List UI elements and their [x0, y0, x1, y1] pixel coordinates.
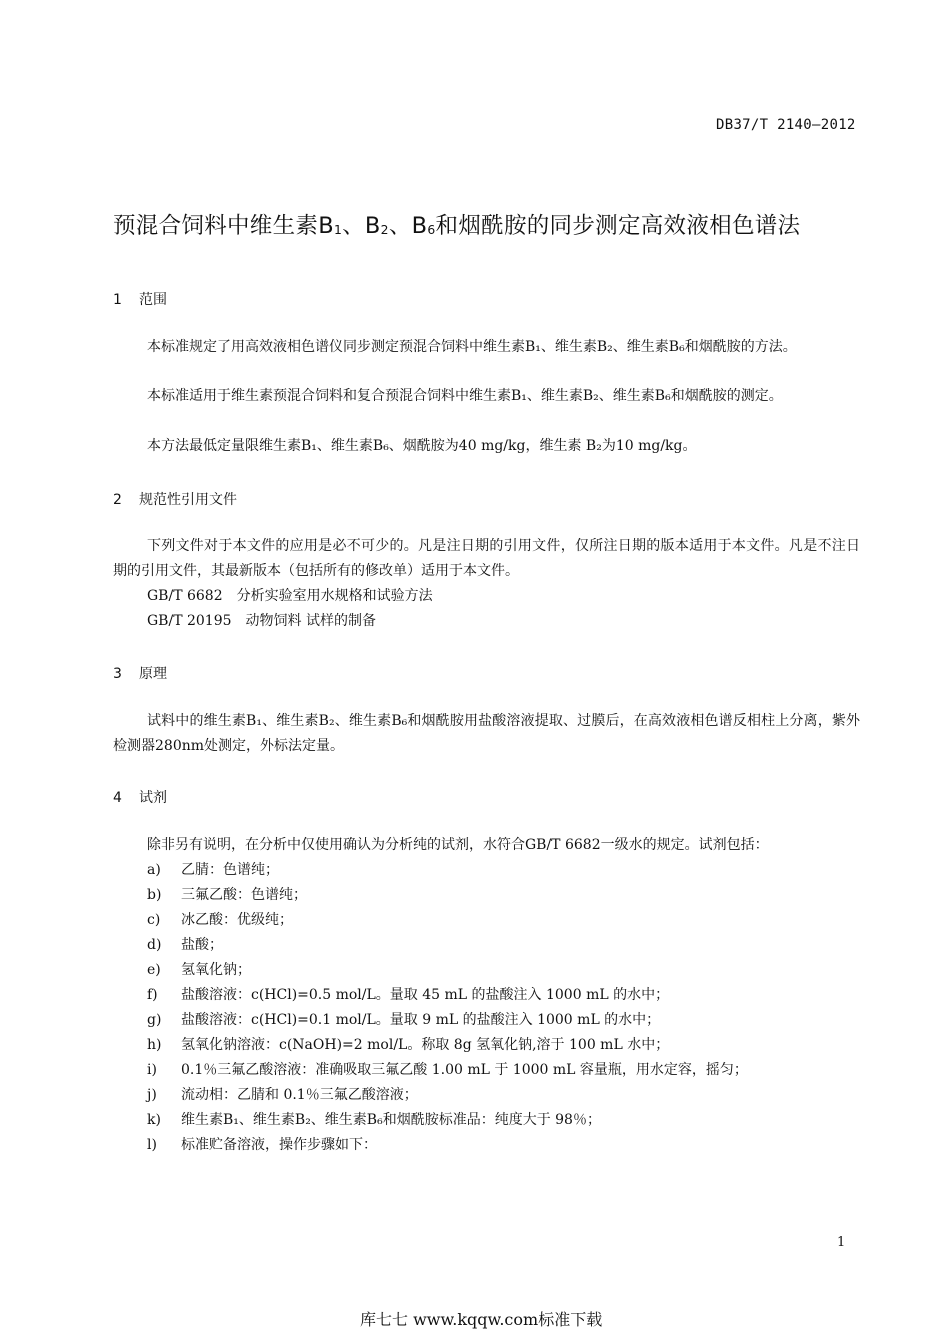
reagent-item: b) 三氟乙酸：色谱纯；: [147, 887, 307, 903]
section-3-heading: [113, 663, 167, 683]
reagent-item: f) 盐酸溶液：c(HCl)=0.5 mol/L。量取 45 mL 的盐酸注入 1000 mL 的水中；: [147, 987, 670, 1003]
reference-gbt-20195: GB/T 20195 动物饲料 试样的制备: [147, 613, 376, 629]
document-title: 预混合饲料中维生素$B_1$、$B_2$、$B_6$和烟酰胺的同步测定高效液相色谱法: [113, 213, 801, 239]
reagent-item: g) 盐酸溶液：c(HCl)=0.1 mol/L。量取 9 mL 的盐酸注入 1000 mL 的水中；: [147, 1012, 661, 1028]
section-number: 2: [113, 492, 122, 508]
section-number: 4: [113, 790, 122, 806]
reagent-item: e) 氢氧化钠；: [147, 962, 251, 978]
references-paragraph: 下列文件对于本文件的应用是必不可少的。凡是注日期的引用文件，仅所注日期的版本适用于本文件。凡是不注日期的引用文件，其最新版本（包括所有的修改单）适用于本文件。: [113, 538, 860, 579]
reagent-item: d) 盐酸；: [147, 937, 223, 953]
section-1-heading: [113, 289, 167, 309]
reagent-item: j) 流动相：乙腈和 0.1％三氟乙酸溶液；: [147, 1087, 418, 1103]
section-title: 原理: [139, 666, 167, 682]
section-number: 1: [113, 292, 122, 308]
section-number: 3: [113, 666, 122, 682]
section-title: 试剂: [139, 790, 167, 806]
scope-paragraph-3: 本方法最低定量限维生素B₁、维生素B₆、烟酰胺为40 mg/kg，维生素 B₂为10 mg/kg。: [147, 438, 697, 454]
reagent-item: l) 标准贮备溶液，操作步骤如下：: [147, 1137, 377, 1153]
reagent-item: k) 维生素B₁、维生素B₂、维生素B₆和烟酰胺标准品：纯度大于 98％；: [147, 1112, 601, 1128]
reagents-intro: 除非另有说明，在分析中仅使用确认为分析纯的试剂，水符合GB/T 6682一级水的规定。试剂包括：: [147, 837, 769, 853]
section-2-heading: [113, 489, 237, 509]
principle-paragraph: 试料中的维生素B₁、维生素B₂、维生素B₆和烟酰胺用盐酸溶液提取、过膜后，在高效液相色谱反相柱上分离，紫外检测器280nm处测定，外标法定量。: [113, 713, 860, 754]
reference-gbt-6682: GB/T 6682 分析实验室用水规格和试验方法: [147, 588, 433, 604]
section-title: 范围: [139, 292, 167, 308]
page-number: 1: [837, 1235, 846, 1250]
reagent-item: a) 乙腈：色谱纯；: [147, 862, 279, 878]
scope-paragraph-2: 本标准适用于维生素预混合饲料和复合预混合饲料中维生素B₁、维生素B₂、维生素B₆和烟酰胺的测定。: [147, 388, 783, 404]
section-4-heading: [113, 787, 167, 807]
section-title: 规范性引用文件: [139, 492, 237, 508]
reagent-item: h) 氢氧化钠溶液：c(NaOH)=2 mol/L。称取 8g 氢氧化钠,溶于 100 mL 水中；: [147, 1037, 670, 1053]
reagent-item: c) 冰乙酸：优级纯；: [147, 912, 293, 928]
footer-watermark: 库七七 www.kqqw.com标准下载: [360, 1310, 603, 1329]
standard-code: DB37/T 2140—2012: [716, 117, 856, 133]
reagent-item: i) 0.1％三氟乙酸溶液：准确吸取三氟乙酸 1.00 mL 于 1000 mL 容量瓶，用水定容，摇匀；: [147, 1062, 748, 1078]
scope-paragraph-1: 本标准规定了用高效液相色谱仪同步测定预混合饲料中维生素B₁、维生素B₂、维生素B₆和烟酰胺的方法。: [147, 339, 797, 355]
